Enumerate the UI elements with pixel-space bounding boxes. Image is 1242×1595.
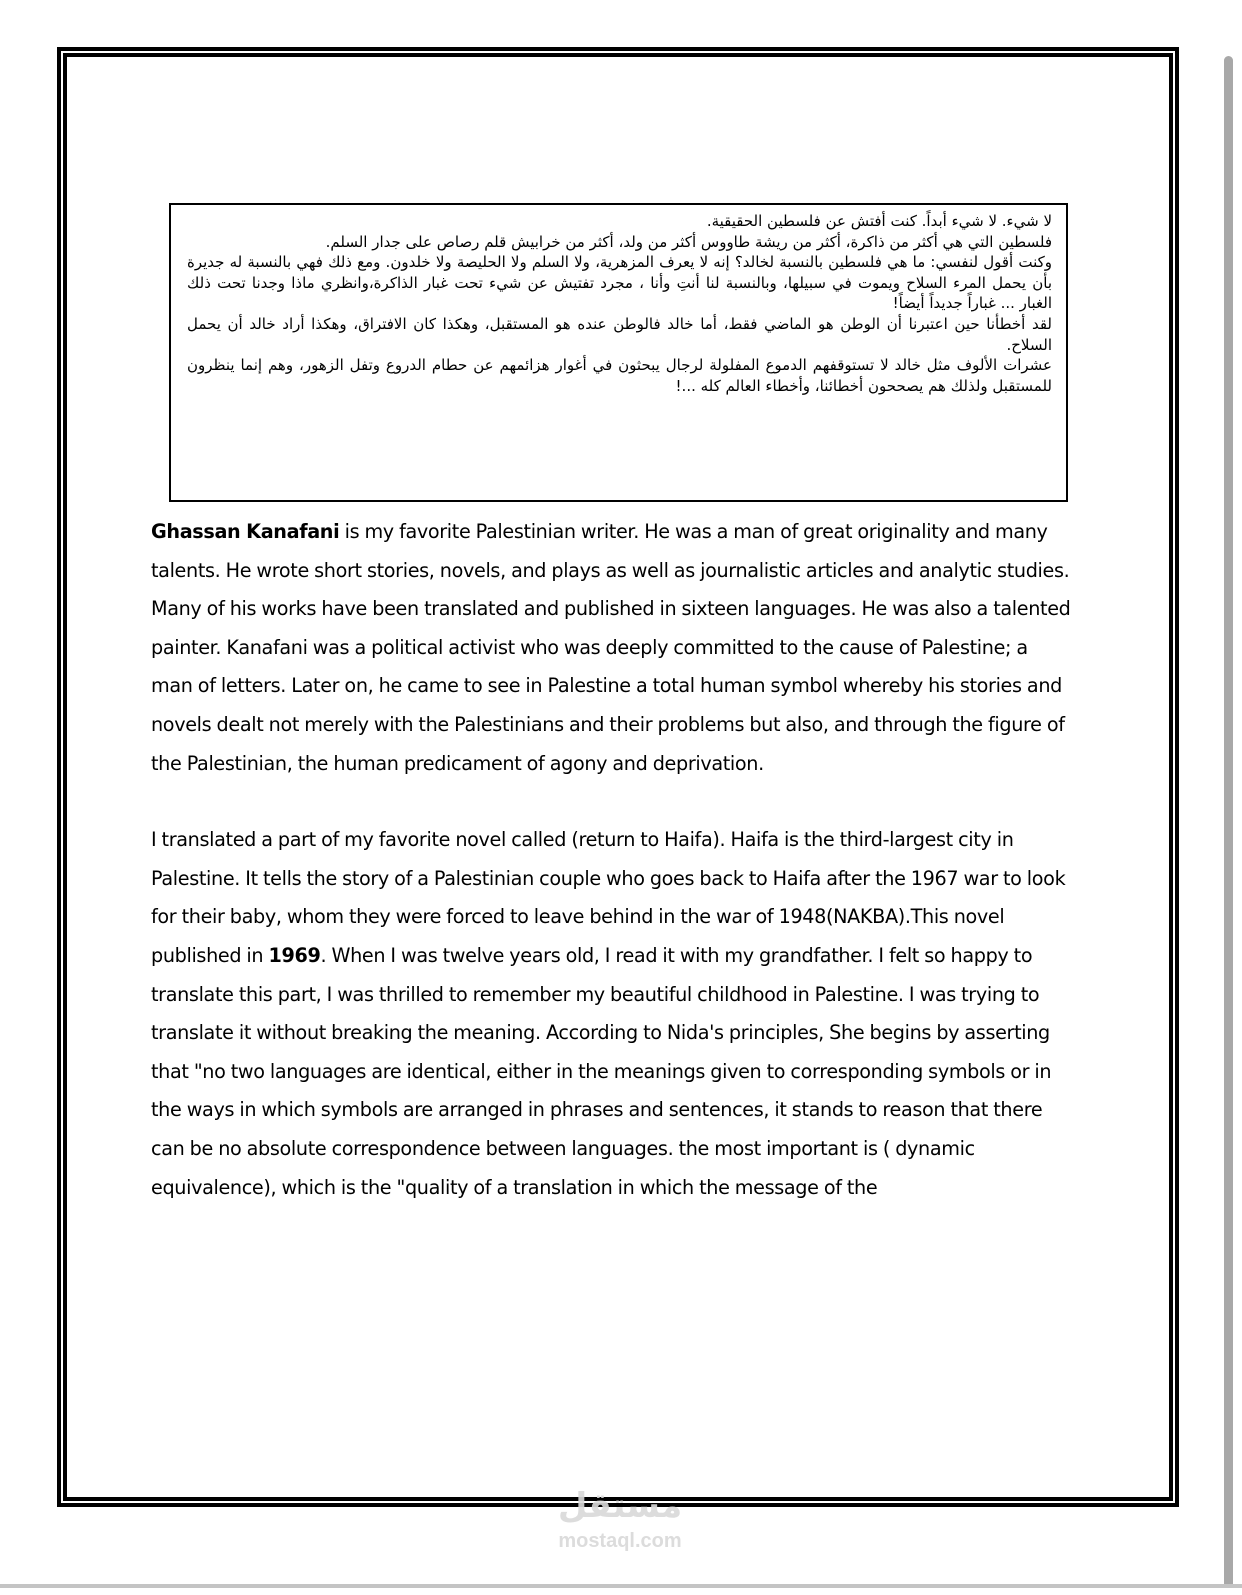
quote-line: عشرات الألوف مثل خالد لا تستوقفهم الدموع المفلولة لرجال يبحثون في أغوار هزائمهم عن حطام الدروع وتفل الزهور، وهم إنما ينظرون للمستقبل ولذلك هم يصححون أخطائنا، وأخطاء العالم كله ...! <box>187 356 1052 395</box>
quote-line: فلسطين التي هي أكثر من ذاكرة، أكثر من ريشة طاووس أكثر من ولد، أكثر من خرابيش قلم رصاص على جدار السلم. <box>325 232 1052 251</box>
vertical-scrollbar-thumb[interactable] <box>1224 56 1233 1586</box>
paragraph-text: I translated a part of my favorite novel called (return to Haifa). Haifa is the third-largest city in Palestine. It tells the story of a Palestinian couple who goes back to Haifa after the 1967 war to look for their baby, whom they were forced to leave behind in the war of 1948(NAKBA).This novel published in <box>151 828 1066 967</box>
paragraph-text: . When I was twelve years old, I read it with my grandfather. I felt so happy to translate this part, I was thrilled to remember my beautiful childhood in Palestine. I was trying to translate it without breaking the meaning. According to Nida's principles, She begins by asserting that "no two languages are identical, either in the meanings given to corresponding symbols or in the ways in which symbols are arranged in phrases and sentences, it stands to reason that there can be no absolute correspondence between languages. the most important is ( dynamic equivalence), which is the "quality of a translation in which the message of the <box>151 943 1052 1199</box>
quote-line: لا شيء. لا شيء أبداً. كنت أفتش عن فلسطين الحقيقية. <box>706 212 1052 230</box>
arabic-quote-box <box>169 203 1068 502</box>
author-name: Ghassan Kanafani <box>151 520 340 543</box>
watermark-latin: mostaql.com <box>558 1530 682 1552</box>
paragraph-kanafani <box>151 513 1071 783</box>
watermark-arabic: مستقل <box>557 1486 683 1526</box>
paragraph-text: is my favorite Palestinian writer. He was a man of great originality and many talents. He wrote short stories, novels, and plays as well as journalistic articles and analytic studies. Many of his works have been translated and published in sixteen languages. He was also a talented painter. Kanafani was a political activist who was deeply committed to the cause of Palestine; a man of letters. Later on, he came to see in Palestine a total human symbol whereby his stories and novels dealt not merely with the Palestinians and their problems but also, and through the figure of the Palestinian, the human predicament of agony and deprivation. <box>151 520 1071 775</box>
paragraph-translation <box>151 821 1071 1207</box>
quote-line: وكنت أقول لنفسي: ما هي فلسطين بالنسبة لخالد؟ إنه لا يعرف المزهرية، ولا السلم ولا الحليصة ولا خلدون. ومع ذلك فهي بالنسبة له جديرة بأن يحمل المرء السلاح ويموت في سبيلها، وبالنسبة لنا أنتِ وأنا ، مجرد تفتيش عن شيء تحت غبار الذاكرة،وانظري ماذا وجدنا تحت ذلك الغبار ... غباراً جديداً أيضاً! <box>187 253 1052 313</box>
document-body <box>151 513 1071 1207</box>
page-separator <box>0 1584 1242 1588</box>
publication-year: 1969 <box>268 943 321 967</box>
quote-line: لقد أخطأنا حين اعتبرنا أن الوطن هو الماضي فقط، أما خالد فالوطن عنده هو المستقبل، وهكذا كان الافتراق، وهكذا أراد خالد أن يحمل السلاح. <box>187 314 1052 354</box>
paragraph-spacer <box>151 783 1071 821</box>
mostaql-watermark <box>545 1488 695 1552</box>
